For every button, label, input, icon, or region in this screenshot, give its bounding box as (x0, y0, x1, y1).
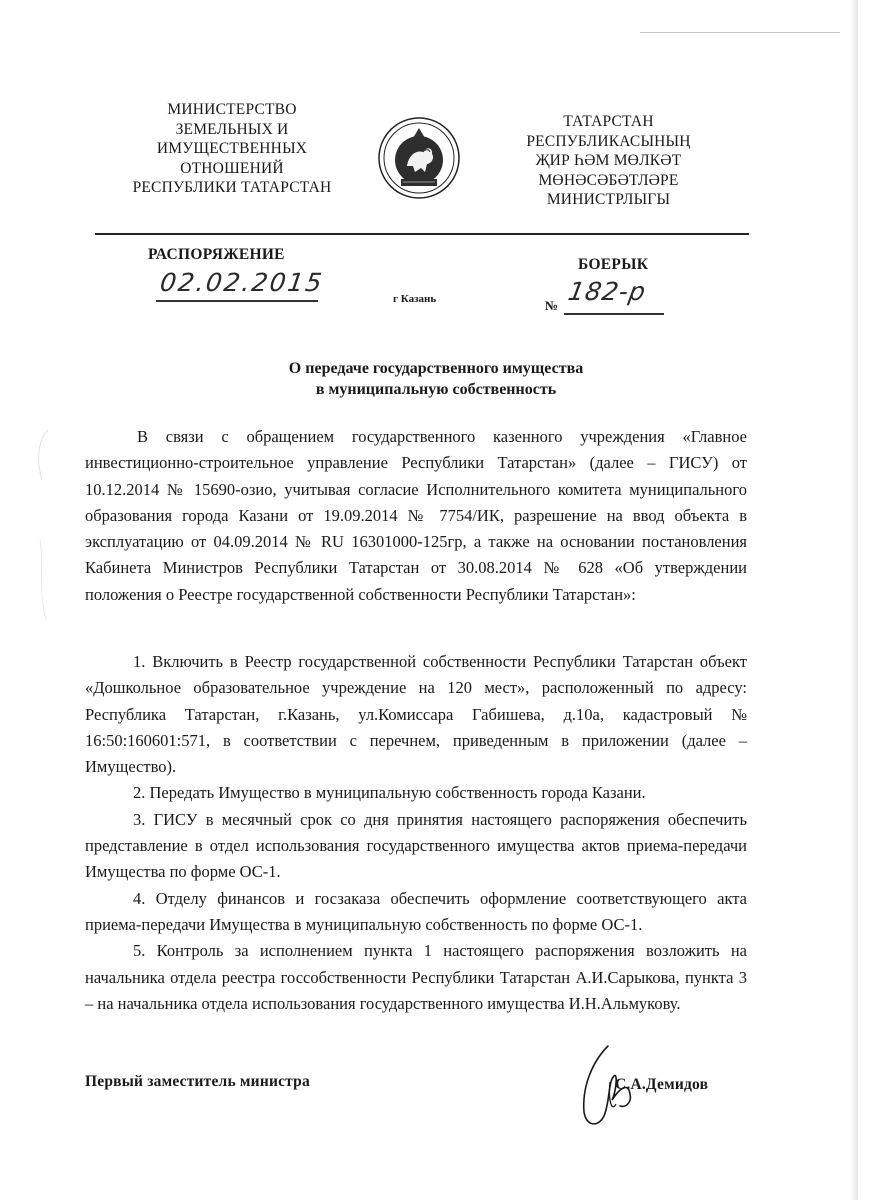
order-label-tt: БОЕРЫК (578, 256, 649, 273)
order-item: 3. ГИСУ в месячный срок со дня принятия настоящего распоряжения обеспечить представление в отдел использования государственного имущества актов приема-передачи Имущества по форме ОС-1. (85, 809, 747, 882)
order-item: 2. Передать Имущество в муниципальную собственность города Казани. (133, 783, 646, 803)
ministry-name-tt (496, 112, 721, 210)
order-number: 182-р (565, 277, 649, 306)
document-title-line: в муниципальную собственность (315, 381, 557, 398)
scan-marks (30, 420, 60, 670)
ministry-name-tt-line: РЕСПУБЛИКАСЫНЫҢ (526, 132, 691, 150)
order-item: 5. Контроль за исполнением пункта 1 настоящего распоряжения возложить на начальника отдела реестра госсобственности Республики Татарстан А.И.Сарыкова, пункта 3 – на начальника отдела использования государственного имущества И.Н.Альмукову. (85, 941, 747, 1013)
order-item: 1. Включить в Реестр государственной собственности Республики Татарстан объект «Дошкольное образовательное учреждение на 120 мест», расположенный по адресу: Республика Татарстан, г.Казань, ул.Комиссара Габишева, д.10а, кадастровый № 16:50:160601:571, в соответствии с перечнем, приведенным в приложении (далее – Имущество). (85, 652, 747, 777)
order-label-ru: РАСПОРЯЖЕНИЕ (148, 246, 285, 263)
ministry-name-tt-line: МӨНӘСӘБӘТЛӘРЕ (538, 171, 679, 189)
ministry-name-ru-line: ОТНОШЕНИЙ (180, 159, 284, 177)
preamble-paragraph: В связи с обращением государственного казенного учреждения «Главное инвестиционно-строительное управление Республики Татарстан» (далее – ГИСУ) от 10.12.2014 № 15690-озио, учитывая согласие Исполнительного комитета муниципального образования города Казани от 19.09.2014 № 7754/ИК, разрешение на ввод объекта в эксплуатацию от 04.09.2014 № RU 16301000-125гр, а также на основании постановления Кабинета Министров Республики Татарстан от 30.08.2014 № 628 «Об утверждении положения о Реестре государственной собственности Республики Татарстан»: (85, 427, 747, 604)
ministry-name-ru-line: ИМУЩЕСТВЕННЫХ (156, 140, 308, 157)
ministry-name-tt-line: ҖИР ҺӘМ МӨЛКӘТ (535, 152, 682, 169)
document-title-line: О передаче государственного имущества (288, 360, 584, 377)
document-title (100, 358, 772, 400)
ministry-name-ru (112, 100, 352, 198)
scan-line (640, 32, 840, 33)
ministry-name-ru-line: МИНИСТЕРСТВО (167, 101, 297, 118)
order-number-sign: № (545, 298, 559, 313)
order-city: г Казань (393, 293, 437, 305)
date-underline (156, 300, 318, 302)
signer-position: Первый заместитель министра (85, 1073, 310, 1090)
signer-name: С.А.Демидов (615, 1076, 709, 1093)
ministry-name-tt-line: МИНИСТРЛЫГЫ (546, 191, 671, 208)
order-date: 02.02.2015 (158, 268, 326, 297)
order-items (85, 649, 747, 1017)
number-underline (564, 313, 664, 315)
ministry-name-ru-line: ЗЕМЕЛЬНЫХ И (175, 120, 289, 138)
header-divider (95, 233, 749, 235)
ministry-name-ru-line: РЕСПУБЛИКИ ТАТАРСТАН (132, 179, 332, 196)
order-item: 4. Отделу финансов и госзаказа обеспечить оформление соответствующего акта приема-передачи Имущества в муниципальную собственность по форме ОС-1. (85, 888, 747, 934)
page-edge (850, 0, 858, 1200)
ministry-name-tt-line: ТАТАРСТАН (563, 113, 654, 130)
coat-of-arms-emblem (377, 116, 461, 200)
